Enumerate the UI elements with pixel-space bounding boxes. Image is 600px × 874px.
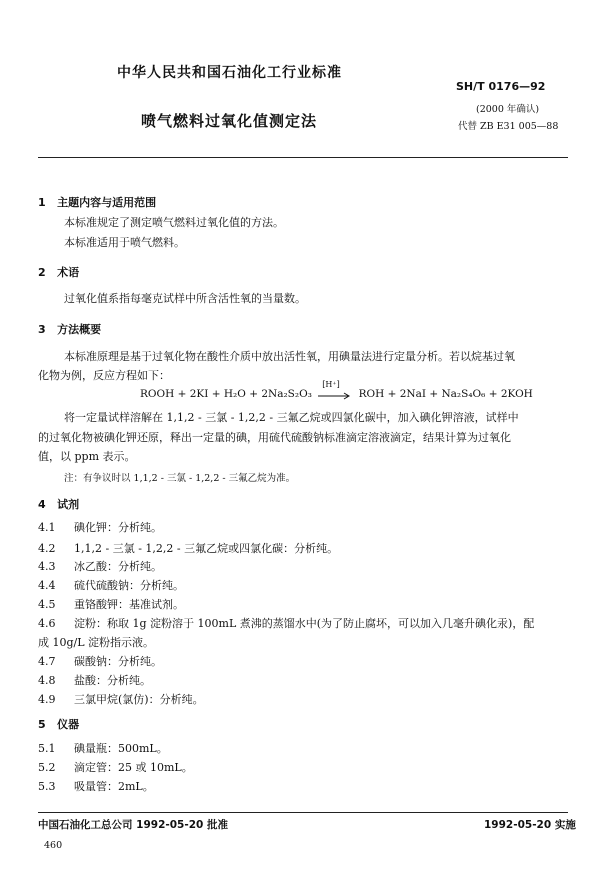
section-4-number: 4 — [38, 498, 46, 511]
item-text: 重铬酸钾：基准试剂。 — [74, 598, 184, 611]
item-number: 5.2 — [38, 761, 56, 774]
item-text: 碘量瓶：500mL。 — [74, 742, 168, 755]
list-item — [38, 576, 184, 595]
s3-paragraph-2c: 值，以 ppm 表示。 — [38, 450, 136, 463]
s3-paragraph-2b: 的过氧化物被碘化钾还原，释出一定量的碘，用硫代硫酸钠标准滴定溶液滴定，结果计算为过氧化 — [38, 431, 511, 444]
item-text: 硫代硫酸钠：分析纯。 — [74, 579, 184, 592]
item-text: 滴定管：25 或 10mL。 — [74, 761, 193, 774]
s1-paragraph-1: 本标准规定了测定喷气燃料过氧化值的方法。 — [64, 216, 284, 229]
s3-paragraph-1a: 本标准原理是基于过氧化物在酸性介质中放出活性氧，用碘量法进行定量分析。若以烷基过氧 — [64, 350, 515, 363]
section-3-number: 3 — [38, 323, 46, 336]
item-number: 4.5 — [38, 598, 56, 611]
header-rule — [38, 157, 568, 158]
list-item — [38, 539, 338, 558]
item-number: 4.4 — [38, 579, 56, 592]
section-2-number: 2 — [38, 266, 46, 279]
list-item — [38, 614, 534, 633]
item-number: 4.1 — [38, 521, 56, 534]
s3-note: 注：有争议时以 1,1,2 - 三氯 - 1,2,2 - 三氟乙烷为准。 — [64, 473, 296, 484]
item-number: 4.2 — [38, 542, 56, 555]
item-number: 5.1 — [38, 742, 56, 755]
confirm-year: (2000 年确认) — [476, 104, 540, 115]
section-4-title: 试剂 — [57, 498, 80, 511]
section-5-title: 仪器 — [57, 718, 80, 731]
equation-left: ROOH + 2KI + H₂O + 2Na₂S₂O₃ — [140, 388, 312, 400]
section-5-heading — [38, 716, 79, 732]
item-text: 盐酸：分析纯。 — [74, 674, 151, 687]
item-number: 4.3 — [38, 560, 56, 573]
replaces-standard: 代替 ZB E31 005—88 — [458, 121, 559, 132]
s2-paragraph-1: 过氧化值系指每毫克试样中所含活性氧的当量数。 — [64, 292, 306, 305]
equation-right: ROH + 2NaI + Na₂S₄O₆ + 2KOH — [358, 388, 533, 400]
s3-paragraph-1b: 化物为例，反应方程如下： — [38, 369, 170, 382]
section-2-heading — [38, 264, 79, 280]
item-text: 三氯甲烷(氯仿)：分析纯。 — [74, 693, 204, 706]
item-number: 4.6 — [38, 617, 56, 630]
item-text: 冰乙酸：分析纯。 — [74, 560, 162, 573]
footer-rule — [38, 812, 568, 813]
list-item — [38, 690, 204, 709]
list-item — [38, 739, 168, 758]
list-item — [38, 557, 162, 576]
s3-paragraph-2a: 将一定量试样溶解在 1,1,2 - 三氯 - 1,2,2 - 三氟乙烷或四氯化碳中，加入碘化钾溶液，试样中 — [64, 411, 519, 424]
section-1-heading — [38, 194, 156, 210]
item-text: 成 10g/L 淀粉指示液。 — [38, 636, 155, 649]
std-number: SH/T 0176—92 — [456, 80, 546, 93]
list-item — [38, 671, 151, 690]
item-text: 碳酸钠：分析纯。 — [74, 655, 162, 668]
list-item — [38, 777, 154, 796]
section-5-number: 5 — [38, 718, 46, 731]
item-number: 4.9 — [38, 693, 56, 706]
list-item — [38, 652, 162, 671]
catalyst-label: [H⁺] — [322, 380, 340, 389]
list-item — [38, 758, 193, 777]
section-1-number: 1 — [38, 196, 46, 209]
list-item — [38, 595, 184, 614]
section-3-heading — [38, 321, 101, 337]
list-item — [38, 633, 154, 652]
list-item — [38, 518, 162, 537]
org-title: 中华人民共和国石油化工行业标准 — [117, 65, 342, 81]
implementation-date: 1992-05-20 实施 — [484, 819, 576, 831]
item-number: 4.7 — [38, 655, 56, 668]
section-4-heading — [38, 496, 79, 512]
approval-line: 中国石油化工总公司 1992-05-20 批准 — [38, 819, 228, 831]
item-text: 吸量管：2mL。 — [74, 780, 154, 793]
section-2-title: 术语 — [57, 266, 80, 279]
reaction-equation — [140, 380, 533, 400]
item-text: 碘化钾：分析纯。 — [74, 521, 162, 534]
page-number: 460 — [44, 840, 63, 851]
item-number: 4.8 — [38, 674, 56, 687]
s1-paragraph-2: 本标准适用于喷气燃料。 — [64, 236, 185, 249]
section-3-title: 方法概要 — [57, 323, 102, 336]
section-1-title: 主题内容与适用范围 — [57, 196, 157, 209]
item-text: 1,1,2 - 三氯 - 1,2,2 - 三氟乙烷或四氯化碳：分析纯。 — [74, 542, 339, 555]
item-text: 淀粉：称取 1g 淀粉溶于 100mL 煮沸的蒸馏水中(为了防止腐坏，可以加入几毫升碘化汞)，配 — [74, 617, 535, 630]
equation-arrow — [318, 380, 352, 399]
doc-title: 喷气燃料过氧化值测定法 — [141, 112, 318, 130]
item-number: 5.3 — [38, 780, 56, 793]
arrow-icon — [318, 392, 352, 400]
